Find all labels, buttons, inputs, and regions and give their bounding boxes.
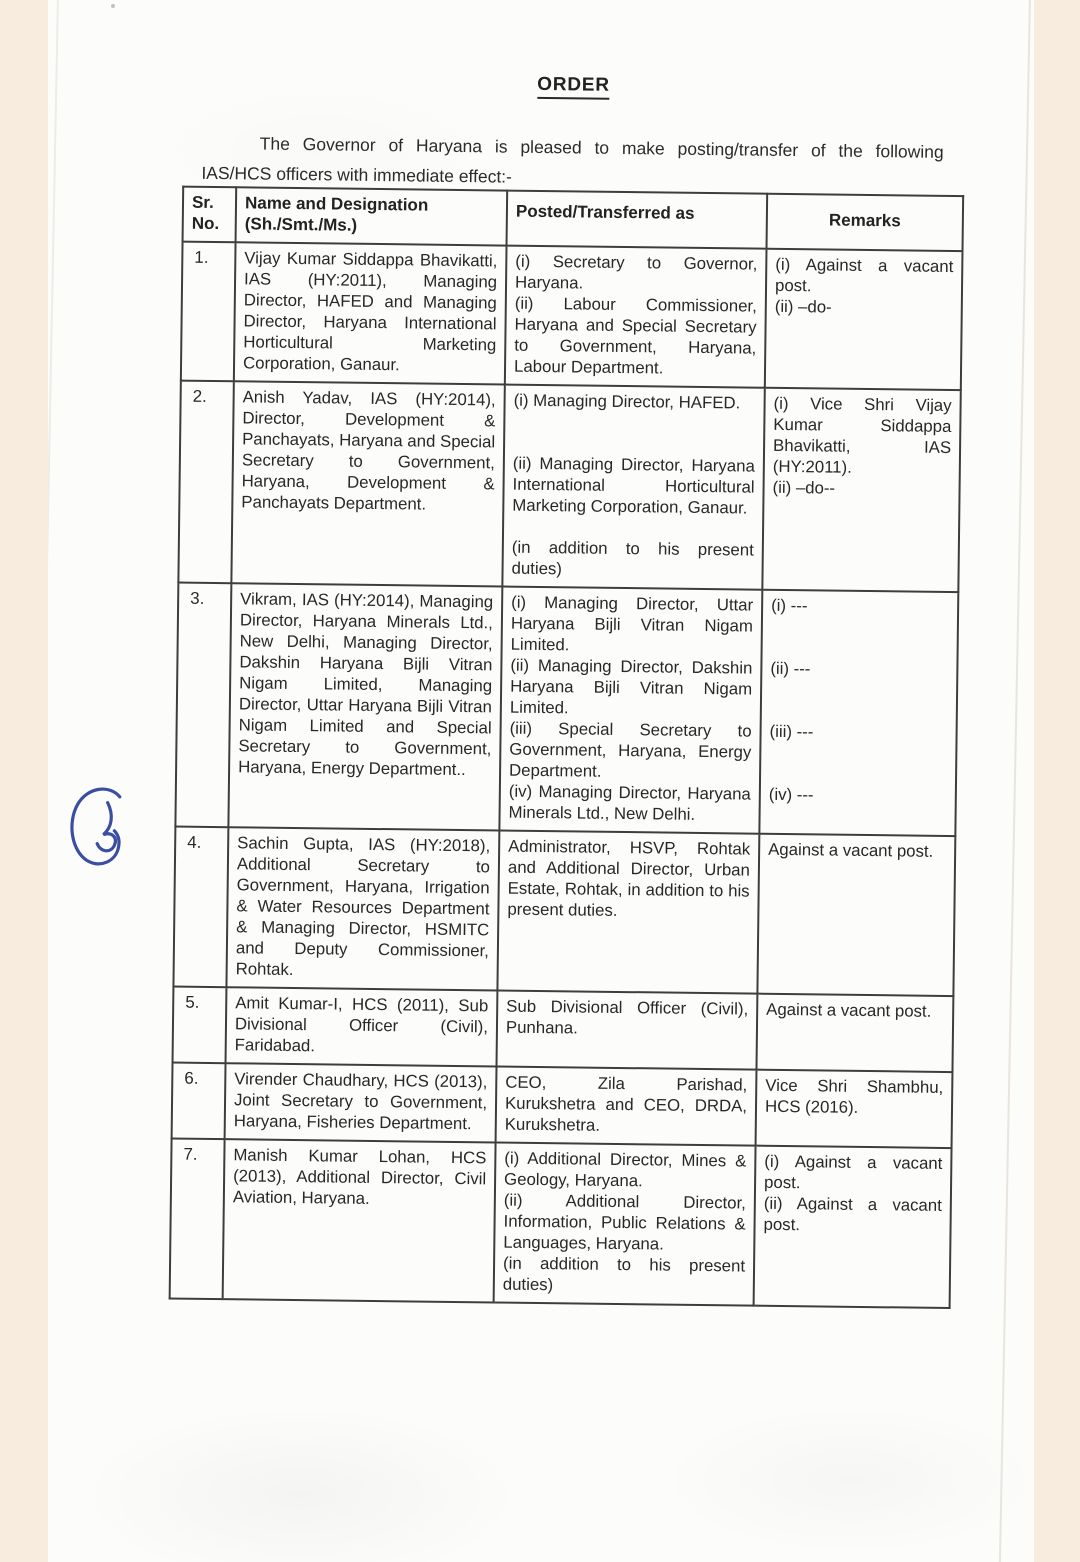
sr-cell: 6. [172,1063,226,1140]
name-cell: Manish Kumar Lohan, HCS (2013), Additional Director, Civil Aviation, Haryana. [223,1139,496,1302]
posted-cell: (i) Secretary to Governor, Haryana. (ii) Labour Commissioner, Haryana and Special Secretary to Government, Haryana, Labour Department. [505,246,767,388]
remarks-cell: (i) Against a vacant post. (ii) Against a vacant post. [754,1146,952,1308]
name-cell: Virender Chaudhary, HCS (2013), Joint Secretary to Government, Haryana, Fisheries Department. [225,1063,497,1142]
table-row [173,827,955,997]
sr-cell: 2. [178,381,233,584]
intro-line-2: IAS/HCS officers with immediate effect:- [201,162,513,187]
scanner-margin-left [0,0,48,1562]
name-cell: Anish Yadav, IAS (HY:2014), Director, Development & Panchayats, Haryana and Special Secretary to Government, Haryana, Development & Panchayats Department. [231,381,504,586]
remarks-cell: (i) --- (ii) --- (iii) --- (iv) --- [759,590,958,836]
name-cell: Vijay Kumar Siddappa Bhavikatti, IAS (HY:2011), Managing Director, HAFED and Managing Director, Haryana International Horticultural Marketing Corporation, Ganaur. [234,242,507,384]
header-remarks: Remarks [767,194,964,251]
remarks-cell: (i) Against a vacant post. (ii) –do- [765,249,963,390]
sr-cell: 7. [170,1139,225,1300]
transfers-table-body [170,242,963,1308]
handwritten-page-number-icon [63,780,140,885]
table-row [172,1063,953,1149]
table-header-row [183,187,964,252]
transfers-table [169,186,965,1309]
remarks-cell: Against a vacant post. [757,834,955,996]
intro-line-1: The Governor of Haryana is pleased to make posting/transfer of the following [259,133,944,162]
table-row [178,381,960,593]
posted-cell: Sub Divisional Officer (Civil), Punhana. [496,990,757,1069]
sr-cell: 4. [173,827,228,988]
table-row [181,242,963,391]
remarks-cell: (i) Vice Shri Vijay Kumar Siddappa Bhavikatti, IAS (HY:2011). (ii) –do-- [762,388,960,592]
sr-cell: 1. [181,242,236,382]
sr-cell: 5. [173,987,227,1064]
table-row [170,1139,952,1309]
header-name-designation: Name and Designation (Sh./Smt./Ms.) [236,187,508,245]
posted-cell: Administrator, HSVP, Rohtak and Additional Director, Urban Estate, Rohtak, in addition to his present duties. [497,831,759,994]
table-row [175,583,958,837]
table-row [173,987,954,1073]
posted-cell: (i) Additional Director, Mines & Geology, Haryana. (ii) Additional Director, Information, Public Relations & Languages, Haryana. (in addition to his present duties) [494,1142,756,1305]
header-posted-transferred: Posted/Transferred as [507,191,768,249]
name-cell: Amit Kumar-I, HCS (2011), Sub Divisional Officer (Civil), Faridabad. [226,987,498,1066]
scanner-margin-right [1034,0,1080,1562]
remarks-cell: Against a vacant post. [756,994,953,1072]
name-cell: Sachin Gupta, IAS (HY:2018), Additional Secretary to Government, Haryana, Irrigation & Water Resources Department & Managing Director, HSMITC and Deputy Commissioner, Rohtak. [226,827,499,990]
posted-cell: (i) Managing Director, Uttar Haryana Bijli Vitran Nigam Limited. (ii) Managing Director, Dakshin Haryana Bijli Vitran Nigam Limited. (iii) Special Secretary to Government, Haryana, Energy Department. (iv) Managing Director, Haryana Minerals Ltd., New Delhi. [499,587,762,834]
posted-cell: (i) Managing Director, HAFED. (ii) Managing Director, Haryana International Horticultural Marketing Corporation, Ganaur. (in addition to his present duties) [502,385,764,590]
name-cell: Vikram, IAS (HY:2014), Managing Director, Haryana Minerals Ltd., New Delhi, Managing Director, Dakshin Haryana Bijli Vitran Nigam Limited, Managing Director, Uttar Haryana Bijli Vitran Nigam Limited and Special Secretary to Government, Haryana, Energy Department.. [228,583,502,830]
order-title-text: ORDER [537,74,610,100]
sr-cell: 3. [175,583,231,828]
intro-paragraph [201,127,944,196]
header-sr-no: Sr. No. [183,187,237,243]
remarks-cell: Vice Shri Shambhu, HCS (2016). [756,1070,953,1148]
posted-cell: CEO, Zila Parishad, Kurukshetra and CEO, DRDA, Kurukshetra. [496,1066,757,1145]
order-title [183,70,963,105]
